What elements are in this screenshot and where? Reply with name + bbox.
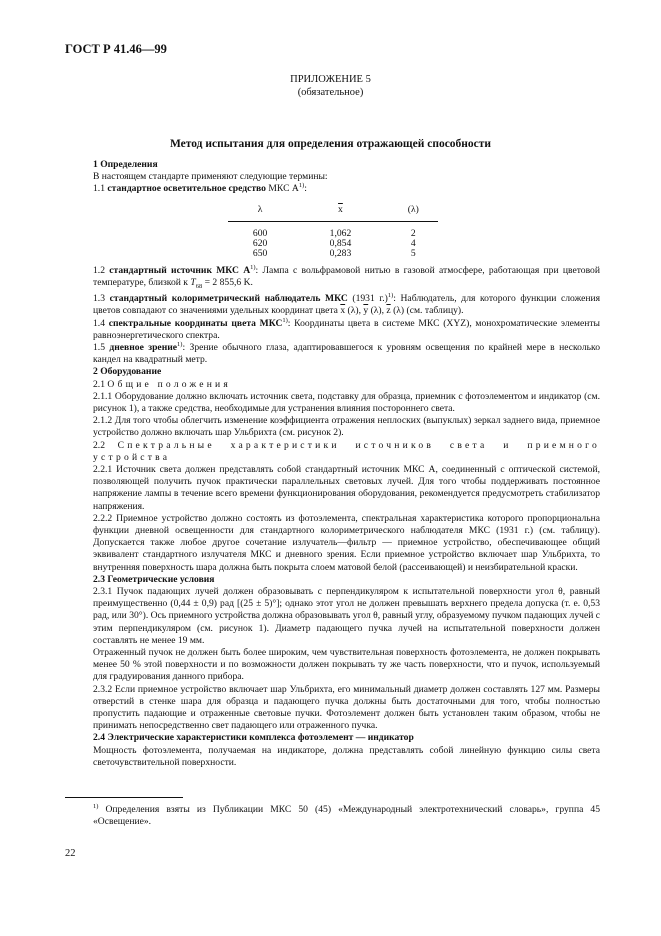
paragraph-1-2: 1.2 стандартный источник МКС $А^{1)}$: Лампа с вольфрамовой нитью в газовой атмосфере, работающая при цветовой температуре, близкой к $T_{68} = 2$ 855,6 K. xyxy=(93,263,600,290)
table-header-lambda-paren: (λ) xyxy=(389,202,438,222)
table-row: 620 0,854 4 xyxy=(252,237,416,249)
paragraph-2-1-2: 2.1.2 Для того чтобы облегчить изменение коэффициента отражения неплоских (выпуклых) зеркал заднего вида, приемное устройство должно включать шар Ульбрихта (см. рисунок 2). xyxy=(93,415,600,439)
paragraph-2-2-2: 2.2.2 Приемное устройство должно состоять из фотоэлемента, спектральная характеристика которого пропорциональна функции дневной освещенности для стандартного колориметрического наблюдателя МКС (1931 г.) (см. таблицу). Допускается также любое другое сочетание излучатель—фильтр — приемное устройство, обеспечивающее общий эквивалент стандартного излучателя МКС и дневного зрения. Если приемное устройство включает шар Ульбрихта, то внутренняя поверхность шара должна быть покрыта слоем матовой белой (рассеивающей) и неизбирательной краски. xyxy=(93,512,600,573)
table-header-lambda: λ xyxy=(228,202,292,222)
paragraph-2-3-1-b: Отраженный пучок не должен быть более широким, чем чувствительная поверхность фотоэлемента, не должен покрывать менее 50 % этой поверхности и по возможности должен покрывать ту же часть поверхности, что и пучок, используемый для градуирования данного прибора. xyxy=(93,647,600,683)
heading-geometric: 2.3 Геометрические условия xyxy=(93,573,215,585)
table-row: 600 1,062 2 xyxy=(252,227,416,239)
table-header-x: $\overline{x}$ xyxy=(292,202,388,222)
document-header: ГОСТ Р 41.46—99 xyxy=(65,42,167,56)
page-number: 22 xyxy=(65,848,76,859)
paragraph-1-4: 1.4 спектральные координаты цвета МКС$^{1)}$: Координаты цвета в системе МКС (XYZ), монохроматические элементы равноэнергетического спектра. xyxy=(93,316,600,341)
subheading-2-2: 2.2 Спектральные характеристики источников света и приемного устройства xyxy=(93,439,600,463)
footnote-separator xyxy=(65,797,183,798)
definitions-intro: В настоящем стандарте применяют следующие термины: xyxy=(93,171,328,183)
paragraph-1-1: 1.1 стандартное осветительное средство МКС $А^{1)}$: xyxy=(93,182,307,195)
data-table xyxy=(228,202,438,259)
paragraph-2-1-1: 2.1.1 Оборудование должно включать источник света, подставку для образца, приемник с фотоэлементом и индикатор (см. рисунок 1), а также средства, необходимые для устранения влияния постороннего света. xyxy=(93,390,600,414)
footnote: $^{1)}$ Определения взяты из Публикации МКС 50 (45) «Международный электротехнический словарь», группа 45 «Освещение». xyxy=(93,802,600,828)
appendix-label: ПРИЛОЖЕНИЕ 5 xyxy=(290,74,371,85)
paragraph-2-3-1: 2.3.1 Пучок падающих лучей должен образовывать с перпендикуляром к испытательной поверхности угол θ, равный преимущественно (0,44 ± 0,9) рад [(25 ± 5)°]; однако этот угол не должен превышать верхнего предела допуска (т. е. 0,53 рад, или 30°). Ось приемного устройства должна образовывать угол θ, равный углу, образуемому пучком падающих лучей с этим перпендикуляром (см. рисунок 1). Диаметр падающего пучка лучей на испытательной поверхности должен составлять не менее 19 мм. xyxy=(93,586,600,646)
paragraph-2-3-2: 2.3.2 Если приемное устройство включает шар Ульбрихта, его минимальный диаметр должен составлять 127 мм. Размеры отверстий в стенке шара для образца и падающего пучка должны быть достаточными для того, чтобы полностью пропустить падающие и отраженные световые пучки. Фотоэлемент должен быть установлен таким образом, чтобы не принимать непосредственно свет падающего или отраженного пучка. xyxy=(93,683,600,732)
heading-definitions: 1 Определения xyxy=(93,159,158,170)
section-title: Метод испытания для определения отражающей способности xyxy=(169,138,492,150)
table-row: 650 0,283 5 xyxy=(252,247,416,259)
heading-electrical: 2.4 Электрические характеристики комплекса фотоэлемент — индикатор xyxy=(93,732,414,744)
document-body xyxy=(93,159,600,769)
appendix-status: (обязательное) xyxy=(297,87,364,98)
subheading-2-1: 2.1 Общие положения xyxy=(93,378,231,390)
heading-equipment: 2 Оборудование xyxy=(93,366,162,378)
paragraph-1-5: 1.5 дневное зрение$^{1)}$: Зрение обычного глаза, адаптировавшегося к уровням освещения по крайней мере в несколько кандел на квадратный метр. xyxy=(93,340,600,366)
term: стандартное осветительное средство xyxy=(107,183,266,195)
paragraph-2-2-1: 2.2.1 Источник света должен представлять собой стандартный источник МКС А, соединенный с оптической системой, позволяющей получить пучок практически параллельных световых лучей. Для того чтобы поддерживать постоянное напряжение лампы в течение всего времени функционирования оборудования, рекомендуется предусмотреть стабилизатор напряжения. xyxy=(93,463,600,512)
paragraph-2-4: Мощность фотоэлемента, получаемая на индикаторе, должна представлять собой линейную функцию силы света светочувствительной поверхности. xyxy=(93,744,600,768)
paragraph-1-3: 1.3 стандартный колориметрический наблюдатель МКС (1931 г.)$^{1)}$: Наблюдатель, для которого функции сложения цветов совпадают со значениями удельных координат цвета $\overline{x}$ (λ), $\overline{y}$ (λ), $\overline{z}$ (λ) (см. таблицу). xyxy=(93,291,601,317)
